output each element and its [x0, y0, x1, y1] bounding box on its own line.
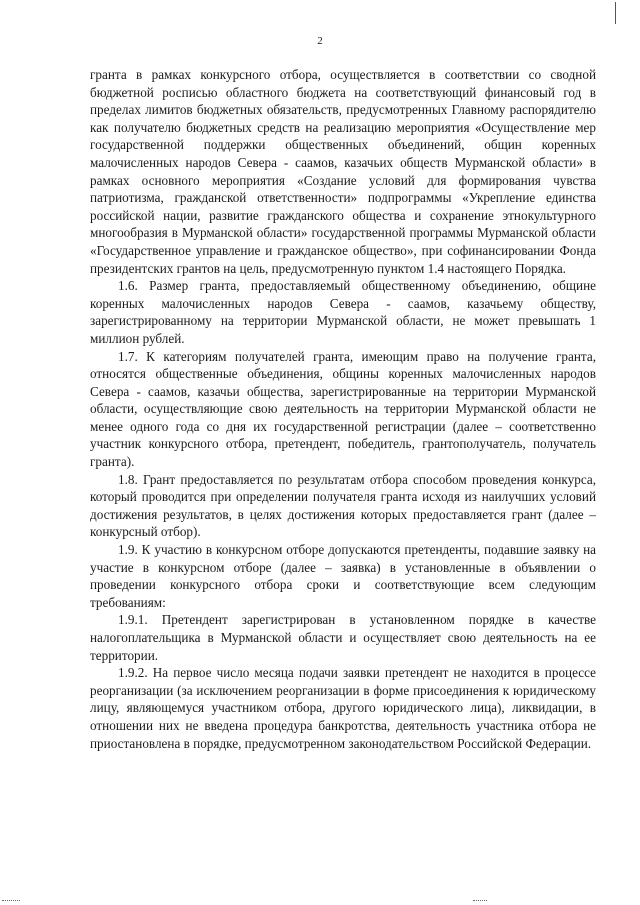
document-body [90, 66, 596, 752]
scan-bottom-mark-right [473, 900, 487, 901]
paragraph-continuation: гранта в рамках конкурсного отбора, осуществляется в соответствии со сводной бюджетной росписью областного бюджета на соответствующий финансовый год в пределах лимитов бюджетных обязательств, предусмотренных Главному распорядителю как получателю бюджетных средств на реализацию мероприятия «Осуществление мер государственной поддержки общественных объединений, общин коренных малочисленных народов Севера - саамов, казачьих обществ Мурманской области» в рамках основного мероприятия «Создание условий для формирования чувства патриотизма, гражданской ответственности» подпрограммы «Укрепление единства российской нации, развитие гражданского общества и сохранение этнокультурного многообразия в Мурманской области» государственной программы Мурманской области «Государственное управление и гражданское общество», при софинансировании Фонда президентских грантов на цель, предусмотренную пунктом 1.4 настоящего Порядка. [90, 67, 596, 276]
paragraph-1-9: 1.9. К участию в конкурсном отборе допускаются претенденты, подавшие заявку на участие в конкурсном отборе (далее – заявка) в установленные в объявлении о проведении конкурсного отбора сроки и соответствующие всем следующим требованиям: [90, 542, 596, 610]
scan-bottom-mark-left [2, 900, 20, 901]
paragraph-1-6: 1.6. Размер гранта, предоставляемый общественному объединению, общине коренных малочисленных народов Севера - саамов, казачьему обществу, зарегистрированному на территории Мурманской области, не может превышать 1 миллион рублей. [90, 278, 596, 346]
paragraph-1-9-1: 1.9.1. Претендент зарегистрирован в установленном порядке в качестве налогоплательщика в Мурманской области и осуществляет свою деятельность на ее территории. [90, 612, 596, 663]
paragraph-1-8: 1.8. Грант предоставляется по результатам отбора способом проведения конкурса, который проводится при определении получателя гранта исходя из наилучших условий достижения результатов, в целях достижения которых предоставляется грант (далее – конкурсный отбор). [90, 471, 596, 540]
paragraph-1-7: 1.7. К категориям получателей гранта, имеющим право на получение гранта, относятся общественные объединения, общины коренных малочисленных народов Севера - саамов, казачьи общества, зарегистрированные на территории Мурманской области, осуществляющие свою деятельность на территории Мурманской области не менее одного года со дня их государственной регистрации (далее – соответственно участник конкурсного отбора, претендент, победитель, грантополучатель, получатель гранта). [90, 348, 596, 470]
paragraph-1-9-2: 1.9.2. На первое число месяца подачи заявки претендент не находится в процессе реорганизации (за исключением реорганизации в форме присоединения к юридическому лицу, являющемуся участником отбора, другого юридического лица), ликвидации, в отношении них не введена процедура банкротства, деятельность участника отбора не приостановлена в порядке, предусмотренном законодательством Российской Федерации. [90, 665, 596, 751]
page-number: 2 [317, 35, 323, 47]
scan-edge-mark [615, 2, 630, 24]
